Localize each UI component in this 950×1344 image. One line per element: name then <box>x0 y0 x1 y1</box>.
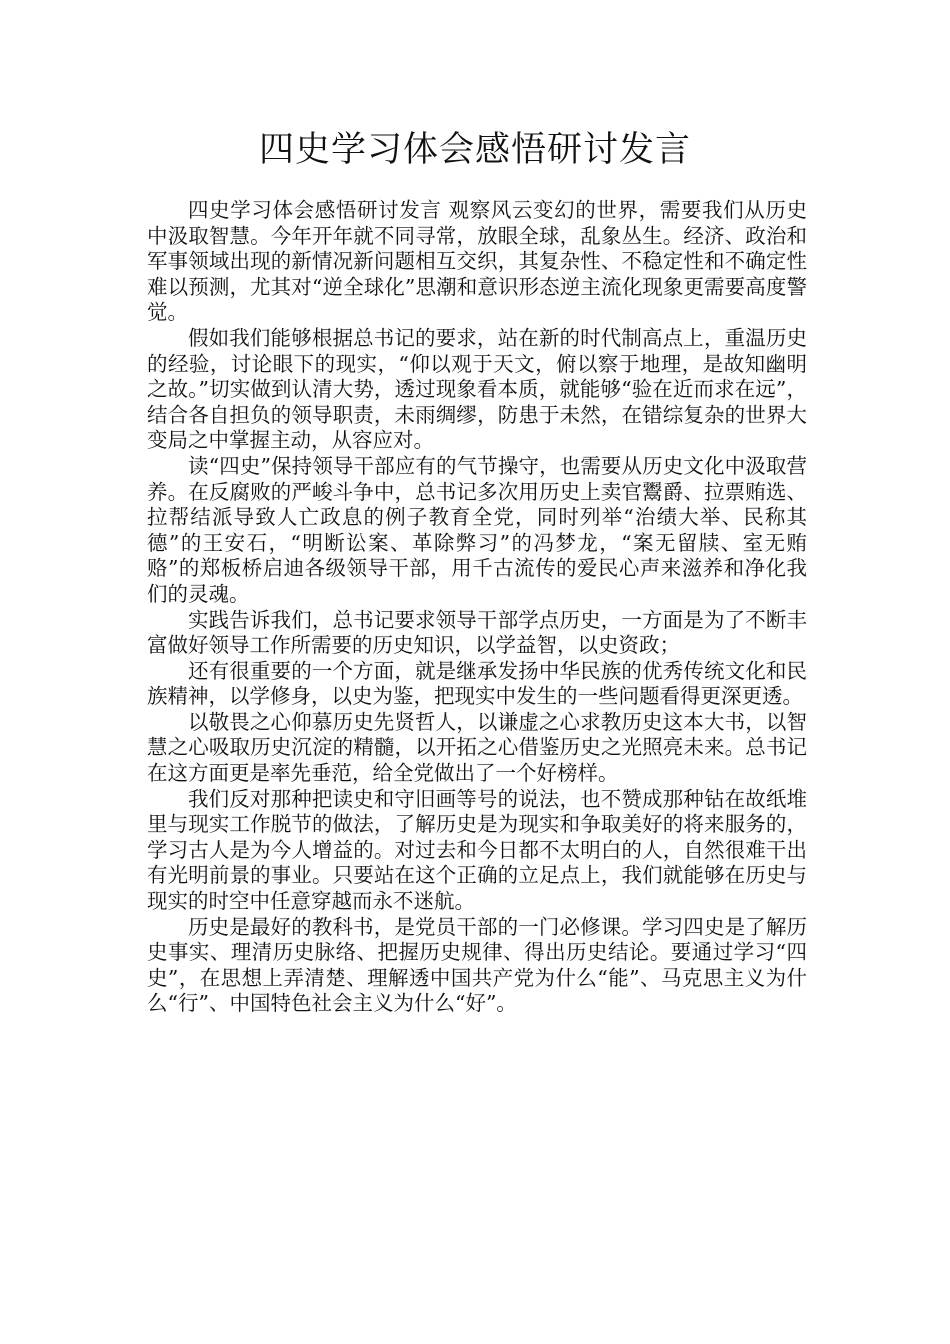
paragraph: 我们反对那种把读史和守旧画等号的说法，也不赞成那种钻在故纸堆里与现实工作脱节的做法，了解历史是为现实和争取美好的将来服务的，学习古人是为今人增益的。对过去和今日都不太明白的人，自然很难干出有光明前景的事业。只要站在这个正确的立足点上，我们就能够在历史与现实的时空中任意穿越而永不迷航。 <box>147 786 807 914</box>
paragraph: 实践告诉我们，总书记要求领导干部学点历史，一方面是为了不断丰富做好领导工作所需要的历史知识，以学益智，以史资政； <box>147 607 807 658</box>
document-title: 四史学习体会感悟研讨发言 <box>258 130 691 170</box>
document-body <box>147 198 807 1017</box>
paragraph: 历史是最好的教科书，是党员干部的一门必修课。学习四史是了解历史事实、理清历史脉络、把握历史规律、得出历史结论。要通过学习“四史”，在思想上弄清楚、理解透中国共产党为什么“能”、马克思主义为什么“行”、中国特色社会主义为什么“好”。 <box>147 914 807 1016</box>
paragraph: 还有很重要的一个方面，就是继承发扬中华民族的优秀传统文化和民族精神，以学修身，以史为鉴，把现实中发生的一些问题看得更深更透。 <box>147 658 807 709</box>
paragraph: 以敬畏之心仰慕历史先贤哲人，以谦虚之心求教历史这本大书，以智慧之心吸取历史沉淀的精髓，以开拓之心借鉴历史之光照亮未来。总书记在这方面更是率先垂范，给全党做出了一个好榜样。 <box>147 709 807 786</box>
paragraph: 四史学习体会感悟研讨发言 观察风云变幻的世界，需要我们从历史中汲取智慧。今年开年就不同寻常，放眼全球，乱象丛生。经济、政治和军事领域出现的新情况新问题相互交织，其复杂性、不稳定性和不确定性难以预测，尤其对“逆全球化”思潮和意识形态逆主流化现象更需要高度警觉。 <box>147 198 807 325</box>
paragraph: 读“四史”保持领导干部应有的气节操守，也需要从历史文化中汲取营养。在反腐败的严峻斗争中，总书记多次用历史上卖官鬻爵、拉票贿选、拉帮结派导致人亡政息的例子教育全党，同时列举“治绩大举、民称其德”的王安石，“明断讼案、革除弊习”的冯梦龙，“案无留牍、室无贿赂”的郑板桥启迪各级领导干部，用千古流传的爱民心声来滋养和净化我们的灵魂。 <box>147 453 807 606</box>
paragraph: 假如我们能够根据总书记的要求，站在新的时代制高点上，重温历史的经验，讨论眼下的现实，“仰以观于天文，俯以察于地理，是故知幽明之故。”切实做到认清大势，透过现象看本质，就能够“验在近而求在远”，结合各自担负的领导职责，未雨绸缪，防患于未然，在错综复杂的世界大变局之中掌握主动，从容应对。 <box>147 325 807 453</box>
